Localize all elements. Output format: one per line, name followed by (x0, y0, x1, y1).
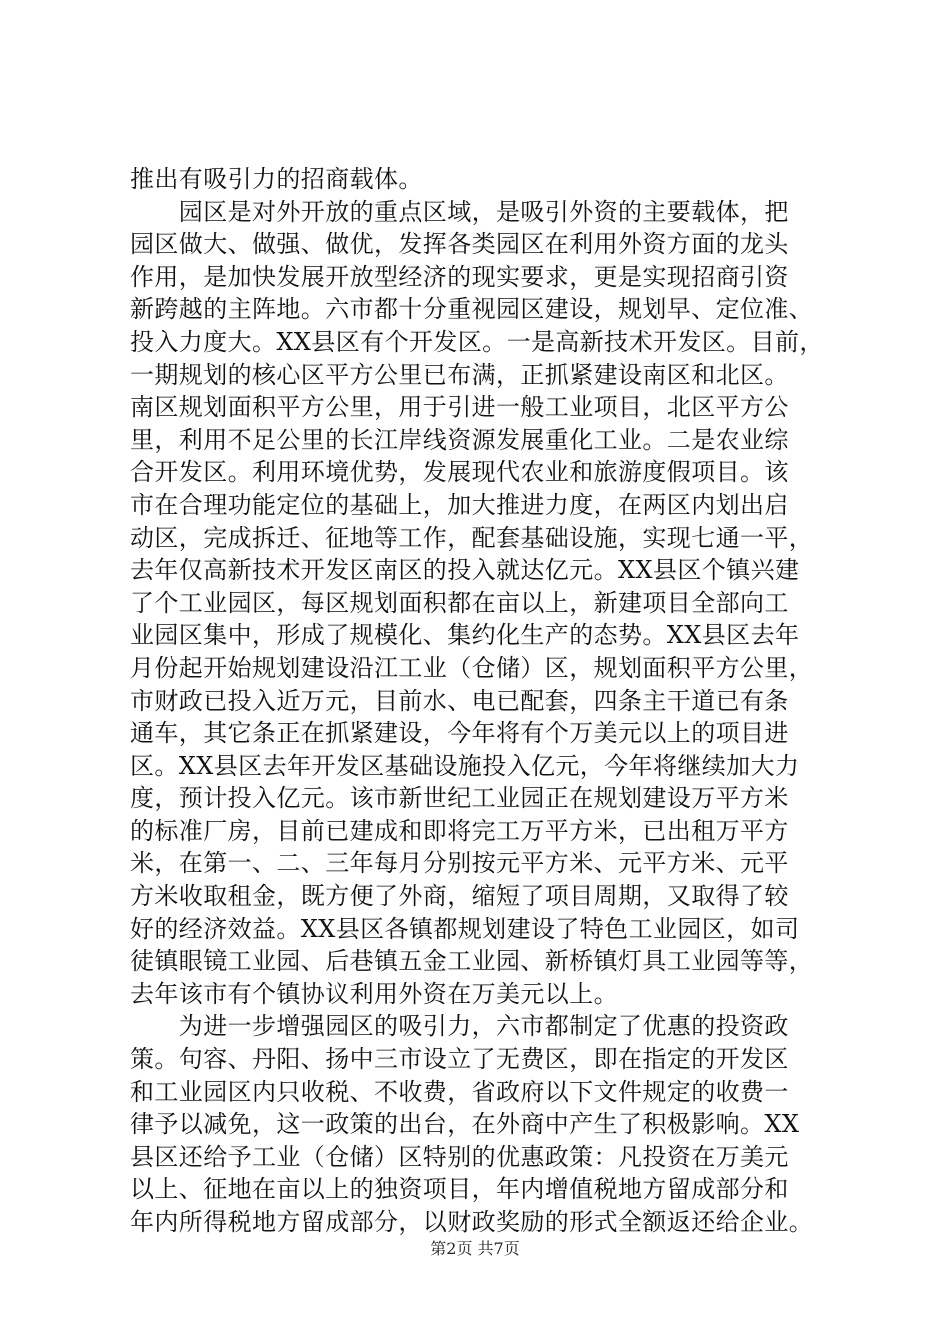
text-line: 业园区集中，形成了规模化、集约化生产的态势。XX县区去年 (130, 621, 800, 650)
text-line: 以上、征地在亩以上的独资项目，年内增值税地方留成部分和 (130, 1175, 789, 1204)
text-line: 为进一步增强园区的吸引力，六市都制定了优惠的投资政 (130, 1012, 789, 1041)
text-line: 度，预计投入亿元。该市新世纪工业园正在规划建设万平方米 (130, 784, 789, 813)
text-line: 县区还给予工业（仓储）区特别的优惠政策：凡投资在万美元 (130, 1142, 789, 1171)
text-line: 市财政已投入近万元，目前水、电已配套，四条主干道已有条 (130, 686, 789, 715)
text-line: 月份起开始规划建设沿江工业（仓储）区，规划面积平方公里， (130, 653, 814, 682)
text-line: 园区是对外开放的重点区域，是吸引外资的主要载体，把 (130, 197, 789, 226)
text-line: 投入力度大。XX县区有个开发区。一是高新技术开发区。目前， (130, 327, 824, 356)
text-line: 通车，其它条正在抓紧建设，今年将有个万美元以上的项目进 (130, 719, 789, 748)
text-line: 律予以减免，这一政策的出台，在外商中产生了积极影响。XX (130, 1110, 800, 1139)
text-line: 作用，是加快发展开放型经济的现实要求，更是实现招商引资 (130, 262, 789, 291)
text-line: 动区，完成拆迁、征地等工作，配套基础设施，实现七通一平， (130, 523, 814, 552)
text-line: 新跨越的主阵地。六市都十分重视园区建设，规划早、定位准、 (130, 295, 814, 324)
body-text (130, 163, 830, 1239)
text-line: 推出有吸引力的招商载体。 (130, 165, 423, 193)
text-line: 园区做大、做强、做优，发挥各类园区在利用外资方面的龙头 (130, 230, 789, 259)
text-line: 年内所得税地方留成部分，以财政奖励的形式全额返还给企业。 (130, 1208, 814, 1236)
text-line: 合开发区。利用环境优势，发展现代农业和旅游度假项目。该 (130, 458, 789, 487)
text-line: 一期规划的核心区平方公里已布满，正抓紧建设南区和北区。 (130, 360, 789, 389)
text-line: 策。句容、丹阳、扬中三市设立了无费区，即在指定的开发区 (130, 1045, 789, 1074)
text-line: 里，利用不足公里的长江岸线资源发展重化工业。二是农业综 (130, 425, 789, 454)
text-line: 的标准厂房，目前已建成和即将完工万平方米，已出租万平方 (130, 816, 789, 845)
text-line: 米，在第一、二、三年每月分别按元平方米、元平方米、元平 (130, 849, 789, 878)
text-line: 市在合理功能定位的基础上，加大推进力度，在两区内划出启 (130, 490, 789, 519)
text-line: 去年该市有个镇协议利用外资在万美元以上。 (130, 979, 618, 1008)
text-line: 和工业园区内只收税、不收费，省政府以下文件规定的收费一 (130, 1077, 789, 1106)
page-footer: 第2页 共7页 (430, 1239, 520, 1258)
text-line: 好的经济效益。XX县区各镇都规划建设了特色工业园区，如司 (130, 914, 800, 943)
text-line: 区。XX县区去年开发区基础设施投入亿元，今年将继续加大力 (130, 751, 800, 780)
text-line: 徒镇眼镜工业园、后巷镇五金工业园、新桥镇灯具工业园等等， (130, 947, 814, 976)
text-line: 方米收取租金，既方便了外商，缩短了项目周期，又取得了较 (130, 882, 789, 911)
text-line: 了个工业园区，每区规划面积都在亩以上，新建项目全部向工 (130, 588, 789, 617)
text-line: 南区规划面积平方公里，用于引进一般工业项目，北区平方公 (130, 393, 789, 422)
text-line: 去年仅高新技术开发区南区的投入就达亿元。XX县区个镇兴建 (130, 556, 800, 585)
